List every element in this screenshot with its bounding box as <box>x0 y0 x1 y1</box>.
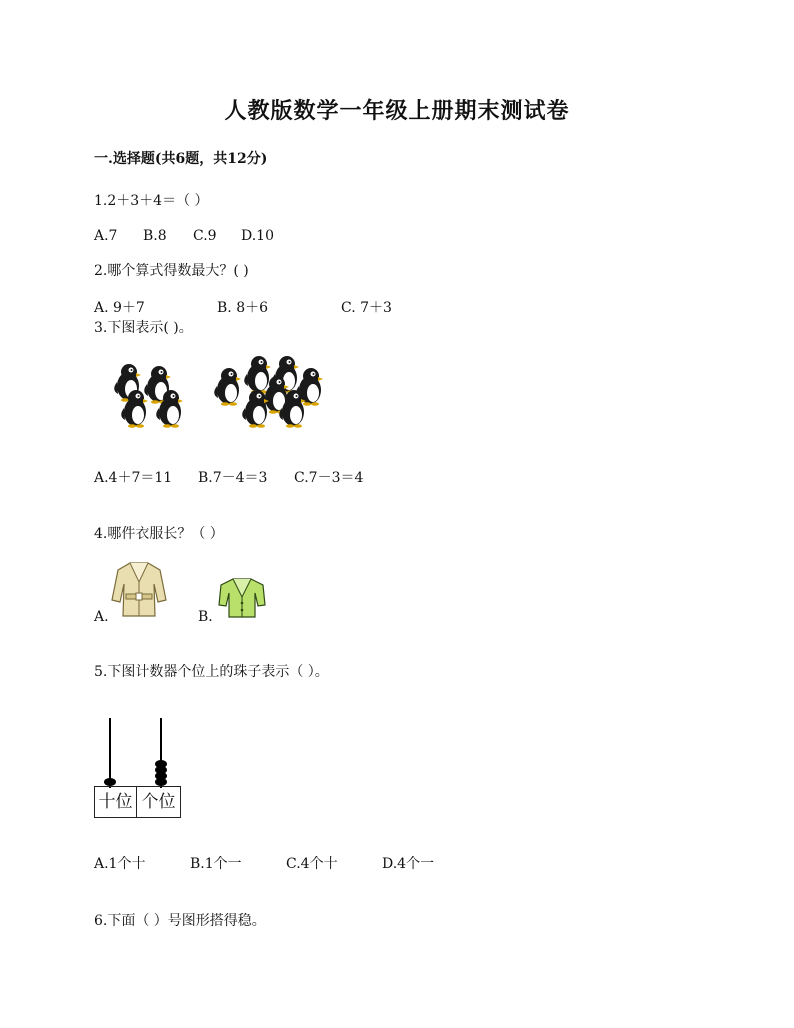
q5-option-c: C.4个十 <box>286 856 338 872</box>
page-title: 人教版数学一年级上册期末测试卷 <box>224 98 570 124</box>
q3-option-b: B.7－4＝3 <box>198 470 268 486</box>
bead-icon <box>104 778 116 786</box>
q2-option-b: B. 8＋6 <box>217 300 269 316</box>
q1-option-b: B.8 <box>143 228 167 244</box>
long-coat-icon <box>108 560 170 620</box>
q3-option-a: A.4＋7＝11 <box>94 470 173 486</box>
q4-option-b: B. <box>198 609 213 625</box>
q1-option-d: D.10 <box>241 228 274 244</box>
question-6: 6.下面（ ）号图形搭得稳。 <box>94 913 266 929</box>
question-4: 4.哪件衣服长？（ ） <box>94 526 224 542</box>
abacus-ones-label: 个位 <box>136 786 181 818</box>
q5-option-a: A.1个十 <box>94 856 146 872</box>
bead-icon <box>155 778 167 786</box>
q2-option-a: A. 9＋7 <box>94 300 145 316</box>
question-2: 2.哪个算式得数最大？( ) <box>94 263 249 279</box>
abacus-rods <box>94 714 184 788</box>
q4-option-a: A. <box>94 609 109 625</box>
q1-option-a: A.7 <box>94 228 118 244</box>
penguin-icon <box>244 356 271 394</box>
question-1: 1.2＋3＋4＝（ ） <box>94 193 209 209</box>
q2-option-c: C. 7＋3 <box>341 300 392 316</box>
q5-option-d: D.4个一 <box>382 856 435 872</box>
section-heading: 一.选择题(共6题，共12分) <box>94 151 268 167</box>
abacus-figure <box>94 714 184 819</box>
q3-option-c: C.7－3＝4 <box>294 470 364 486</box>
penguin-icon <box>214 368 241 406</box>
penguins-figure <box>100 350 340 435</box>
question-5: 5.下图计数器个位上的珠子表示（ ）。 <box>94 664 329 680</box>
question-3: 3.下图表示( )。 <box>94 320 193 336</box>
short-cardigan-icon <box>217 577 267 619</box>
abacus-tens-label: 十位 <box>94 786 137 818</box>
q1-option-c: C.9 <box>193 228 217 244</box>
q5-option-b: B.1个一 <box>190 856 242 872</box>
